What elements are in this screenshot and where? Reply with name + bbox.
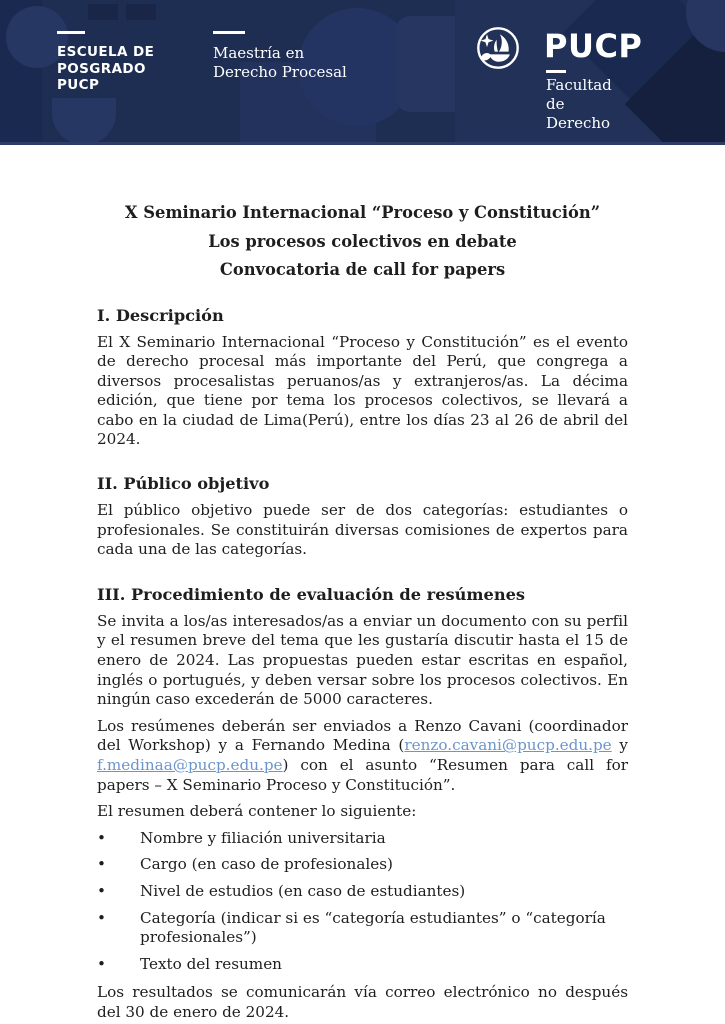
paragraph-procedimiento: Se invita a los/as interesados/as a enviar un documento con su perfil y el resumen breve del tema que les gustaría discutir hasta el 15 de enero de 2024. Las propuestas pueden estar escritas en español, inglés o portugués, y deben versar sobre los procesos colectivos. En ningún caso excederán de 5000 caracteres. bbox=[97, 611, 628, 709]
school-name-line: PUCP bbox=[57, 77, 100, 93]
program-dash bbox=[213, 31, 245, 34]
faculty-name-line: Derecho bbox=[546, 114, 611, 132]
document-title bbox=[97, 199, 628, 285]
faculty-name bbox=[546, 76, 612, 133]
list-item bbox=[97, 829, 628, 849]
section-heading-publico-objetivo: II. Público objetivo bbox=[97, 474, 270, 494]
pattern-shape bbox=[88, 4, 118, 20]
list-item bbox=[97, 882, 628, 902]
banner bbox=[0, 0, 725, 145]
contact-text-between: y bbox=[611, 736, 628, 755]
requirements-list bbox=[97, 829, 628, 975]
bullet-icon: • bbox=[97, 954, 106, 973]
list-item-text: Categoría (indicar si es “categoría estudiantes” o “categoría profesionales”) bbox=[140, 908, 606, 947]
bullet-icon: • bbox=[97, 881, 106, 900]
school-name bbox=[57, 44, 154, 94]
paragraph-descripcion: El X Seminario Internacional “Proceso y Constitución” es el evento de derecho procesal más importante del Perú, que congrega a diversos procesalistas peruanos/as y extranjeros/as. La décima edición, que tiene por tema los procesos colectivos, se llevará a cabo en la ciudad de Lima(Perú), entre los días 23 al 26 de abril del 2024. bbox=[97, 332, 628, 449]
bullet-icon: • bbox=[97, 855, 106, 874]
list-item-text: Texto del resumen bbox=[140, 954, 282, 973]
title-line-2: Los procesos colectivos en debate bbox=[208, 231, 517, 251]
email-link-renzo[interactable]: renzo.cavani@pucp.edu.pe bbox=[404, 736, 612, 755]
program-name-line: Maestría en bbox=[213, 44, 305, 62]
pucp-underline bbox=[546, 70, 566, 73]
faculty-name-line: Facultad de bbox=[546, 76, 612, 113]
bullet-icon: • bbox=[97, 908, 106, 927]
list-item bbox=[97, 955, 628, 975]
list-item-text: Nivel de estudios (en caso de estudiantes) bbox=[140, 881, 466, 900]
program-name bbox=[213, 44, 347, 82]
bullet-icon: • bbox=[97, 828, 106, 847]
list-item-text: Cargo (en caso de profesionales) bbox=[140, 855, 393, 874]
pattern-shape bbox=[52, 98, 116, 145]
email-link-fernando[interactable]: f.medinaa@pucp.edu.pe bbox=[97, 756, 283, 774]
document-content bbox=[0, 145, 725, 1023]
title-line-3: Convocatoria de call for papers bbox=[219, 260, 506, 279]
school-dash bbox=[57, 31, 85, 34]
school-name-line: ESCUELA DE bbox=[57, 44, 155, 60]
section-heading-procedimiento: III. Procedimiento de evaluación de resúmenes bbox=[97, 584, 525, 604]
list-item bbox=[97, 855, 628, 875]
closing-paragraph: Los resultados se comunicarán vía correo electrónico no después del 30 de enero de 2024. bbox=[97, 983, 628, 1021]
paragraph-publico-objetivo: El público objetivo puede ser de dos categorías: estudiantes o profesionales. Se constituirán diversas comisiones de expertos para cada una de las categorías. bbox=[97, 501, 628, 559]
section-heading-descripcion: I. Descripción bbox=[97, 305, 224, 325]
contact-text-after: ) con el asunto “Resumen para call for papers – X Seminario Proceso y Constitución”. bbox=[97, 756, 628, 794]
program-name-line: Derecho Procesal bbox=[213, 63, 347, 81]
school-name-line: POSGRADO bbox=[57, 60, 146, 77]
paragraph-contacto bbox=[97, 717, 628, 795]
pucp-wordmark: PUCP bbox=[544, 27, 643, 65]
title-line-1: X Seminario Internacional “Proceso y Constitución” bbox=[124, 203, 601, 222]
list-item bbox=[97, 909, 628, 948]
contact-text-before: Los resúmenes deberán ser enviados a Renzo Cavani (coordinador del Workshop) y a Fernando Medina ( bbox=[97, 716, 628, 755]
ship-icon bbox=[476, 26, 520, 70]
pattern-shape bbox=[126, 4, 156, 20]
list-item-text: Nombre y filiación universitaria bbox=[140, 828, 386, 847]
list-intro: El resumen deberá contener lo siguiente: bbox=[97, 802, 417, 821]
